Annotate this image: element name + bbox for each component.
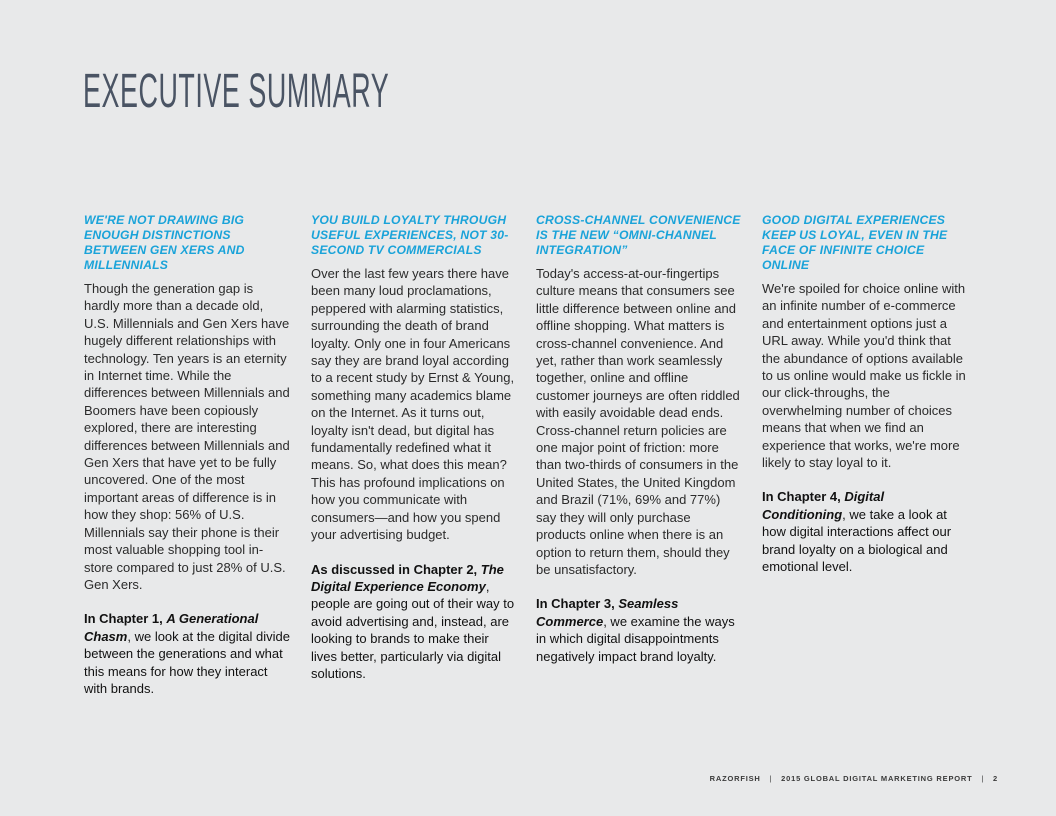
- chapter-reference: [84, 610, 291, 697]
- column-heading: CROSS-CHANNEL CONVENIENCE IS THE NEW “OMNI-CHANNEL INTEGRATION”: [536, 213, 741, 257]
- summary-column-4: [762, 213, 969, 576]
- page-number: 2: [993, 774, 998, 783]
- chapter-prefix: In Chapter 1,: [84, 611, 167, 627]
- chapter-prefix: As discussed in Chapter 2,: [311, 561, 481, 577]
- column-body: Today's access-at-our-fingertips culture means that consumers see little difference between online and offline shopping. What matters is cross-channel convenience. And yet, rather than work seamlessly together, online and offline customer journeys are often riddled with easily avoidable dead ends. Cross-channel return policies are one major point of friction: more than two-thirds of consumers in the United States, the United Kingdom and Brazil (71%, 69% and 77%) say they will only purchase products online when there is an option to return them, should they be unsatisfactory.: [536, 266, 740, 577]
- chapter-suffix: , we take a look at how digital interactions affect our brand loyalty on a biological and emotional level.: [762, 506, 952, 575]
- chapter-reference: [536, 595, 743, 665]
- chapter-reference: [762, 488, 969, 575]
- footer-separator: |: [769, 774, 773, 783]
- summary-column-2: [311, 213, 518, 682]
- footer-brand: RAZORFISH: [709, 774, 761, 783]
- chapter-suffix: , we look at the digital divide between the generations and what this means for how they interact with brands.: [84, 628, 290, 696]
- column-heading: YOU BUILD LOYALTY THROUGH USEFUL EXPERIENCES, NOT 30-SECOND TV COMMERCIALS: [311, 213, 509, 257]
- chapter-title: A Generational Chasm: [84, 611, 259, 644]
- summary-column-3: [536, 213, 743, 665]
- footer-separator: |: [981, 774, 985, 783]
- page-title: EXECUTIVE SUMMARY: [83, 65, 390, 118]
- summary-column-1: [84, 213, 291, 697]
- page-footer: [710, 774, 998, 783]
- column-body: Though the generation gap is hardly more than a decade old, U.S. Millennials and Gen Xers have hugely different relationships with technology. Ten years is an eternity in Internet time. While the differences between Millennials and Boomers have been copiously explored, there are interesting differences between Millennials and Gen Xers that have yet to be fully uncovered. One of the most important areas of difference is in how they shop: 56% of U.S. Millennials say their phone is their most valuable shopping tool in-store compared to just 28% of U.S. Gen Xers.: [84, 281, 290, 592]
- chapter-title: The Digital Experience Economy: [311, 561, 504, 594]
- chapter-suffix: , we examine the ways in which digital disappointments negatively impact brand loyalty.: [536, 613, 735, 664]
- column-heading: WE'RE NOT DRAWING BIG ENOUGH DISTINCTIONS BETWEEN GEN XERS AND MILLENNIALS: [84, 213, 245, 272]
- chapter-suffix: , people are going out of their way to avoid advertising and, instead, are looking to brands to make their lives better, particularly via digital solutions.: [311, 578, 515, 681]
- chapter-prefix: In Chapter 3,: [536, 596, 619, 612]
- column-body: We're spoiled for choice online with an infinite number of e-commerce and entertainment options just a URL away. While you'd think that the abundance of options available to us online would make us fickle in our click-throughs, the overwhelming number of choices means that when we find an experience that works, we're more likely to stay loyal to it.: [762, 281, 966, 471]
- chapter-prefix: In Chapter 4,: [762, 489, 845, 505]
- column-body: Over the last few years there have been many loud proclamations, peppered with alarming statistics, surrounding the death of brand loyalty. Only one in four Americans say they are brand loyal according to a recent study by Ernst & Young, something many academics blame on the Internet. As it turns out, loyalty isn't dead, but digital has fundamentally redefined what it means. So, what does this mean? This has profound implications on how you communicate with consumers—and how you spend your advertising budget.: [311, 266, 515, 543]
- column-heading: GOOD DIGITAL EXPERIENCES KEEP US LOYAL, EVEN IN THE FACE OF INFINITE CHOICE ONLINE: [762, 213, 948, 272]
- footer-report-title: 2015 GLOBAL DIGITAL MARKETING REPORT: [781, 774, 973, 783]
- chapter-title: Seamless Commerce: [536, 596, 679, 629]
- chapter-title: Digital Conditioning: [762, 489, 885, 522]
- chapter-reference: [311, 561, 518, 683]
